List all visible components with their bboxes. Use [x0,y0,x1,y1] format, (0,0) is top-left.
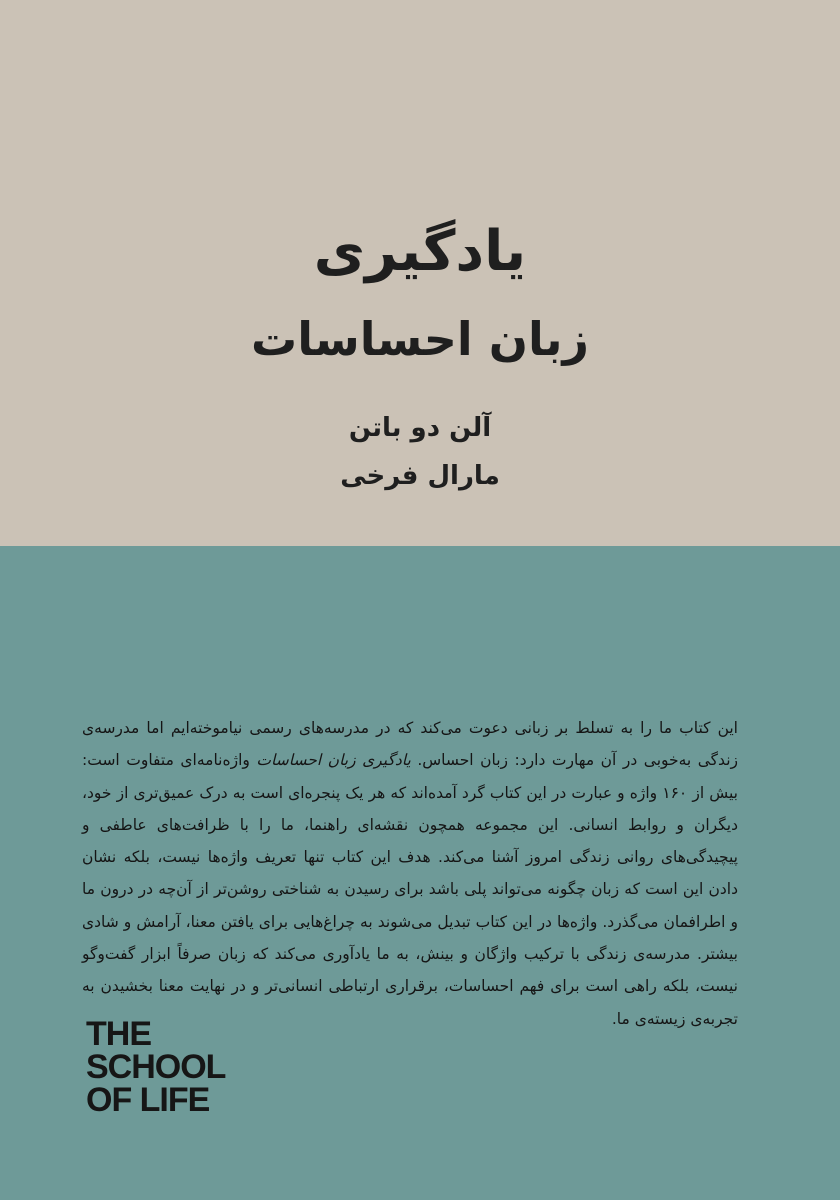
book-subtitle: زبان احساسات [250,312,590,366]
book-title: یادگیری [313,219,527,284]
logo-line-3: OF LIFE [86,1081,210,1119]
back-cover-blurb [82,712,738,1035]
logo-line-2: SCHOOL [86,1048,226,1086]
publisher-logo [86,1015,226,1119]
translator-name: مارال فرخی [340,461,500,491]
author-name: آلن دو باتن [348,413,492,443]
blurb-emphasis: یادگیری زبان احساسات [256,751,411,770]
blurb-text-part-2: واژه‌نامه‌ای متفاوت است: بیش از ۱۶۰ واژه و عبارت در این کتاب گرد آمده‌اند که هر یک پنجره‌ای است به درک عمیق‌تری از خود، دیگران و روابط انسانی. این مجموعه همچون نقشه‌ای راهنما، ما را با ظرافت‌های عاطفی و پیچیدگی‌های روانی زندگی امروز آشنا می‌کند. هدف این کتاب تنها تعریف واژه‌ها نیست، بلکه نشان دادن این است که زبان چگونه می‌تواند پلی باشد برای رسیدن به شناختی روشن‌تر از آن‌چه در درون ما و اطرافمان می‌گذرد. واژه‌ها در این کتاب تبدیل می‌شوند به چراغ‌هایی برای یافتن معنا، آرامش و شادی بیشتر. مدرسه‌ی زندگی با ترکیب واژگان و بینش، به ما یادآوری می‌کند که زبان صرفاً ابزار گفت‌وگو نیست، بلکه راهی است برای فهم احساسات، برقراری ارتباطی انسانی‌تر و در نهایت معنا بخشیدن به تجربه‌ی زیسته‌ی ما. [82,751,738,1028]
logo-line-1: THE [86,1015,151,1053]
blurb-text-part-1: این کتاب ما را به تسلط بر زبانی دعوت می‌کند که در مدرسه‌های رسمی نیاموخته‌ایم اما مدرسه‌ی زندگی به‌خوبی در آن مهارت دارد: زبان احساس. [82,719,738,770]
